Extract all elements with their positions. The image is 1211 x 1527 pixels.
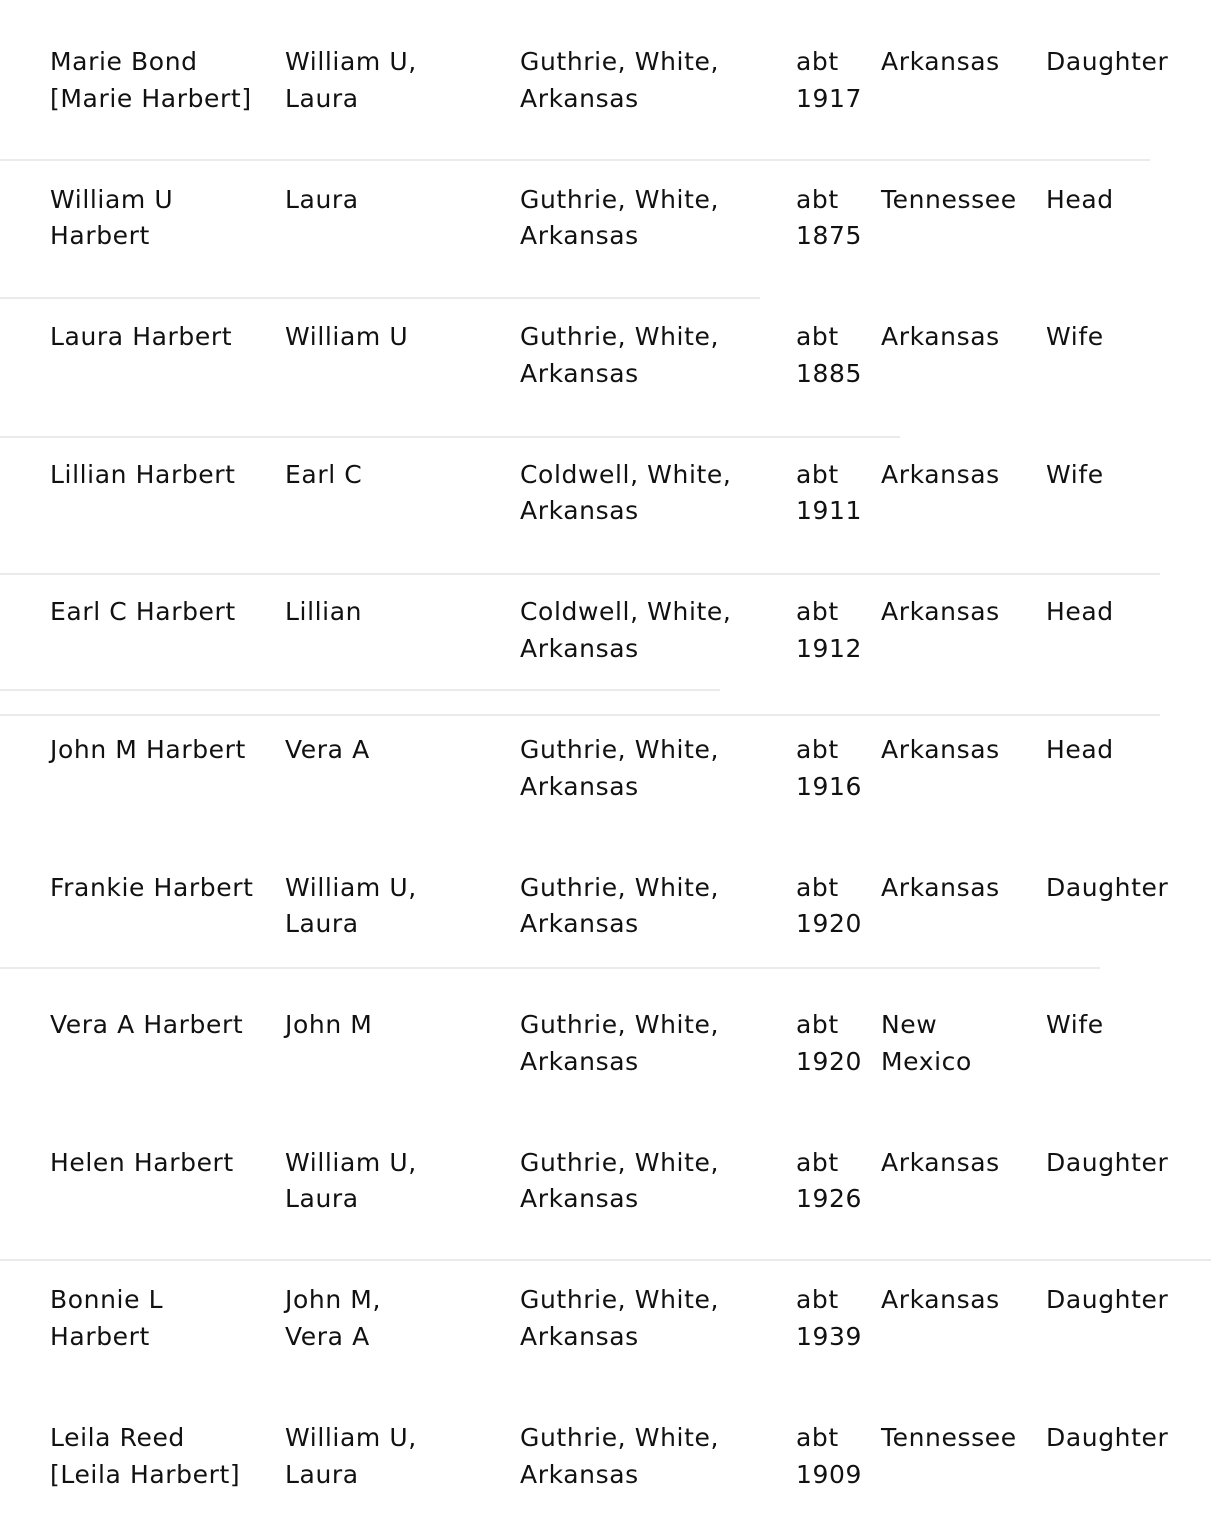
birthplace-line: Arkansas [881, 735, 1000, 764]
birthplace [881, 44, 1041, 81]
person-name-line: [Leila Harbert] [50, 1459, 241, 1489]
birthplace [881, 594, 1041, 631]
birth-year-line: 1911 [796, 496, 863, 526]
relation-to-head-line: Wife [1046, 1010, 1104, 1040]
birth-year-line: abt [796, 47, 839, 76]
family-members [285, 732, 510, 769]
table-row [0, 1007, 1211, 1087]
person-name-line: Harbert [50, 221, 150, 251]
relation-to-head-line: Wife [1046, 322, 1104, 352]
residence-line: Arkansas [520, 83, 639, 113]
residence-line: Coldwell, White, [520, 597, 732, 627]
birth-year-line: abt [796, 1423, 839, 1452]
residence-line: Arkansas [520, 633, 639, 663]
birthplace-line: Mexico [881, 1046, 972, 1076]
residence-line: Arkansas [520, 358, 639, 388]
family-members-line: Laura [285, 184, 359, 214]
table-row [0, 594, 1211, 674]
birth-year-line: abt [796, 459, 839, 489]
family-members [285, 182, 510, 219]
family-members-line: John M [285, 1010, 373, 1040]
table-row [0, 1420, 1211, 1500]
family-members-line: William U [285, 322, 409, 352]
birth-year-line: 1916 [796, 771, 863, 801]
person-name [50, 1282, 280, 1355]
birth-year [796, 44, 876, 117]
table-row [0, 457, 1211, 537]
birth-year-line: abt [796, 1147, 839, 1177]
birthplace [881, 1145, 1041, 1182]
family-members [285, 319, 510, 356]
family-members-line: Laura [285, 1459, 359, 1489]
person-name-line: William U [50, 184, 174, 214]
relation-to-head-line: Daughter [1046, 47, 1169, 76]
birth-year [796, 1282, 876, 1355]
person-name [50, 1007, 280, 1044]
birthplace [881, 182, 1041, 219]
birthplace-line: New [881, 1010, 938, 1040]
family-members-line: William U, [285, 872, 417, 902]
relation-to-head-line: Daughter [1046, 1423, 1169, 1452]
family-members-line: William U, [285, 1147, 417, 1177]
family-members-line: Lillian [285, 597, 363, 627]
relation-to-head [1046, 1420, 1206, 1457]
relation-to-head-line: Daughter [1046, 872, 1169, 902]
relation-to-head [1046, 1007, 1206, 1044]
birth-year-line: abt [796, 184, 839, 214]
family-members [285, 44, 510, 117]
person-name-line: Vera A Harbert [50, 1010, 244, 1040]
table-row [0, 319, 1211, 399]
birthplace-line: Arkansas [881, 1285, 1000, 1315]
residence-line: Arkansas [520, 1184, 639, 1214]
birthplace-line: Arkansas [881, 1147, 1000, 1177]
person-name-line: Bonnie L [50, 1285, 164, 1315]
residence [520, 1007, 790, 1080]
person-name [50, 319, 280, 356]
family-members-line: Vera A [285, 735, 370, 764]
relation-to-head [1046, 594, 1206, 631]
residence-line: Arkansas [520, 909, 639, 939]
relation-to-head [1046, 44, 1206, 81]
birth-year [796, 319, 876, 392]
table-row [0, 44, 1211, 124]
relation-to-head [1046, 457, 1206, 494]
relation-to-head-line: Head [1046, 735, 1114, 764]
relation-to-head-line: Daughter [1046, 1147, 1169, 1177]
person-name-line: Lillian Harbert [50, 459, 236, 489]
birthplace [881, 457, 1041, 494]
residence [520, 1282, 790, 1355]
table-row [0, 1145, 1211, 1225]
birth-year-line: 1885 [796, 358, 863, 388]
relation-to-head-line: Head [1046, 597, 1114, 627]
residence [520, 44, 790, 117]
birthplace-line: Tennessee [881, 1423, 1017, 1452]
birth-year [796, 1420, 876, 1493]
residence-line: Guthrie, White, [520, 735, 720, 764]
residence-line: Guthrie, White, [520, 872, 720, 902]
birthplace-line: Tennessee [881, 184, 1017, 214]
family-members-line: William U, [285, 47, 417, 76]
family-members-line: William U, [285, 1423, 417, 1452]
birthplace [881, 1007, 1041, 1080]
relation-to-head [1046, 1145, 1206, 1182]
birth-year-line: 1909 [796, 1459, 863, 1489]
residence-line: Arkansas [520, 1321, 639, 1351]
relation-to-head-line: Daughter [1046, 1285, 1169, 1315]
residence [520, 594, 790, 667]
person-name [50, 457, 280, 494]
residence-line: Guthrie, White, [520, 1147, 720, 1177]
birth-year-line: 1875 [796, 221, 863, 251]
person-name [50, 870, 280, 907]
residence [520, 1420, 790, 1493]
family-members [285, 1007, 510, 1044]
person-name [50, 182, 280, 255]
family-members [285, 1420, 510, 1493]
residence [520, 319, 790, 392]
table-row [0, 1282, 1211, 1362]
birth-year-line: abt [796, 1010, 839, 1040]
birth-year-line: 1926 [796, 1184, 863, 1214]
birth-year-line: 1912 [796, 633, 863, 663]
family-members-line: Laura [285, 83, 359, 113]
birth-year-line: 1917 [796, 83, 863, 113]
residence [520, 732, 790, 805]
family-members-line: Laura [285, 909, 359, 939]
birth-year [796, 1145, 876, 1218]
birthplace [881, 1420, 1041, 1457]
birth-year-line: abt [796, 1285, 839, 1315]
relation-to-head [1046, 319, 1206, 356]
birthplace-line: Arkansas [881, 322, 1000, 352]
person-name-line: Earl C Harbert [50, 597, 236, 627]
residence-line: Guthrie, White, [520, 47, 720, 76]
residence-line: Guthrie, White, [520, 1010, 720, 1040]
residence-line: Arkansas [520, 1046, 639, 1076]
person-name-line: Harbert [50, 1321, 150, 1351]
family-members [285, 594, 510, 631]
birth-year [796, 457, 876, 530]
residence-line: Arkansas [520, 496, 639, 526]
birth-year [796, 594, 876, 667]
residence-line: Arkansas [520, 771, 639, 801]
person-name [50, 44, 280, 117]
birth-year [796, 182, 876, 255]
birthplace [881, 870, 1041, 907]
residence-line: Coldwell, White, [520, 459, 732, 489]
residence [520, 1145, 790, 1218]
birthplace [881, 319, 1041, 356]
birth-year-line: 1920 [796, 909, 863, 939]
birthplace [881, 732, 1041, 769]
person-name [50, 732, 280, 769]
person-name [50, 594, 280, 631]
residence-line: Arkansas [520, 1459, 639, 1489]
birthplace-line: Arkansas [881, 597, 1000, 627]
person-name-line: [Marie Harbert] [50, 83, 252, 113]
person-name-line: Frankie Harbert [50, 872, 254, 902]
residence-line: Arkansas [520, 221, 639, 251]
birth-year [796, 1007, 876, 1080]
residence-line: Guthrie, White, [520, 1423, 720, 1452]
family-members-line: Vera A [285, 1321, 370, 1351]
birth-year [796, 732, 876, 805]
birth-year-line: 1939 [796, 1321, 863, 1351]
birth-year-line: abt [796, 735, 839, 764]
table-row [0, 870, 1211, 950]
table-row [0, 732, 1211, 812]
birth-year-line: abt [796, 322, 839, 352]
relation-to-head [1046, 182, 1206, 219]
birth-year-line: abt [796, 597, 839, 627]
person-name-line: Leila Reed [50, 1423, 185, 1452]
birthplace-line: Arkansas [881, 459, 1000, 489]
person-name-line: Marie Bond [50, 47, 198, 76]
residence [520, 870, 790, 943]
relation-to-head [1046, 1282, 1206, 1319]
birthplace-line: Arkansas [881, 872, 1000, 902]
person-name-line: Laura Harbert [50, 322, 233, 352]
birth-year-line: abt [796, 872, 839, 902]
family-members [285, 870, 510, 943]
family-members-line: John M, [285, 1285, 382, 1315]
family-members-line: Earl C [285, 459, 363, 489]
family-members [285, 1282, 510, 1355]
birthplace [881, 1282, 1041, 1319]
birth-year-line: 1920 [796, 1046, 863, 1076]
birthplace-line: Arkansas [881, 47, 1000, 76]
relation-to-head-line: Wife [1046, 459, 1104, 489]
family-members-line: Laura [285, 1184, 359, 1214]
residence [520, 457, 790, 530]
relation-to-head [1046, 870, 1206, 907]
birth-year [796, 870, 876, 943]
family-members [285, 1145, 510, 1218]
table-row [0, 182, 1211, 262]
residence-line: Guthrie, White, [520, 184, 720, 214]
person-name [50, 1420, 280, 1493]
residence [520, 182, 790, 255]
family-members [285, 457, 510, 494]
residence-line: Guthrie, White, [520, 322, 720, 352]
relation-to-head [1046, 732, 1206, 769]
residence-line: Guthrie, White, [520, 1285, 720, 1315]
person-name-line: Helen Harbert [50, 1147, 234, 1177]
relation-to-head-line: Head [1046, 184, 1114, 214]
person-name [50, 1145, 280, 1182]
person-name-line: John M Harbert [50, 735, 246, 764]
